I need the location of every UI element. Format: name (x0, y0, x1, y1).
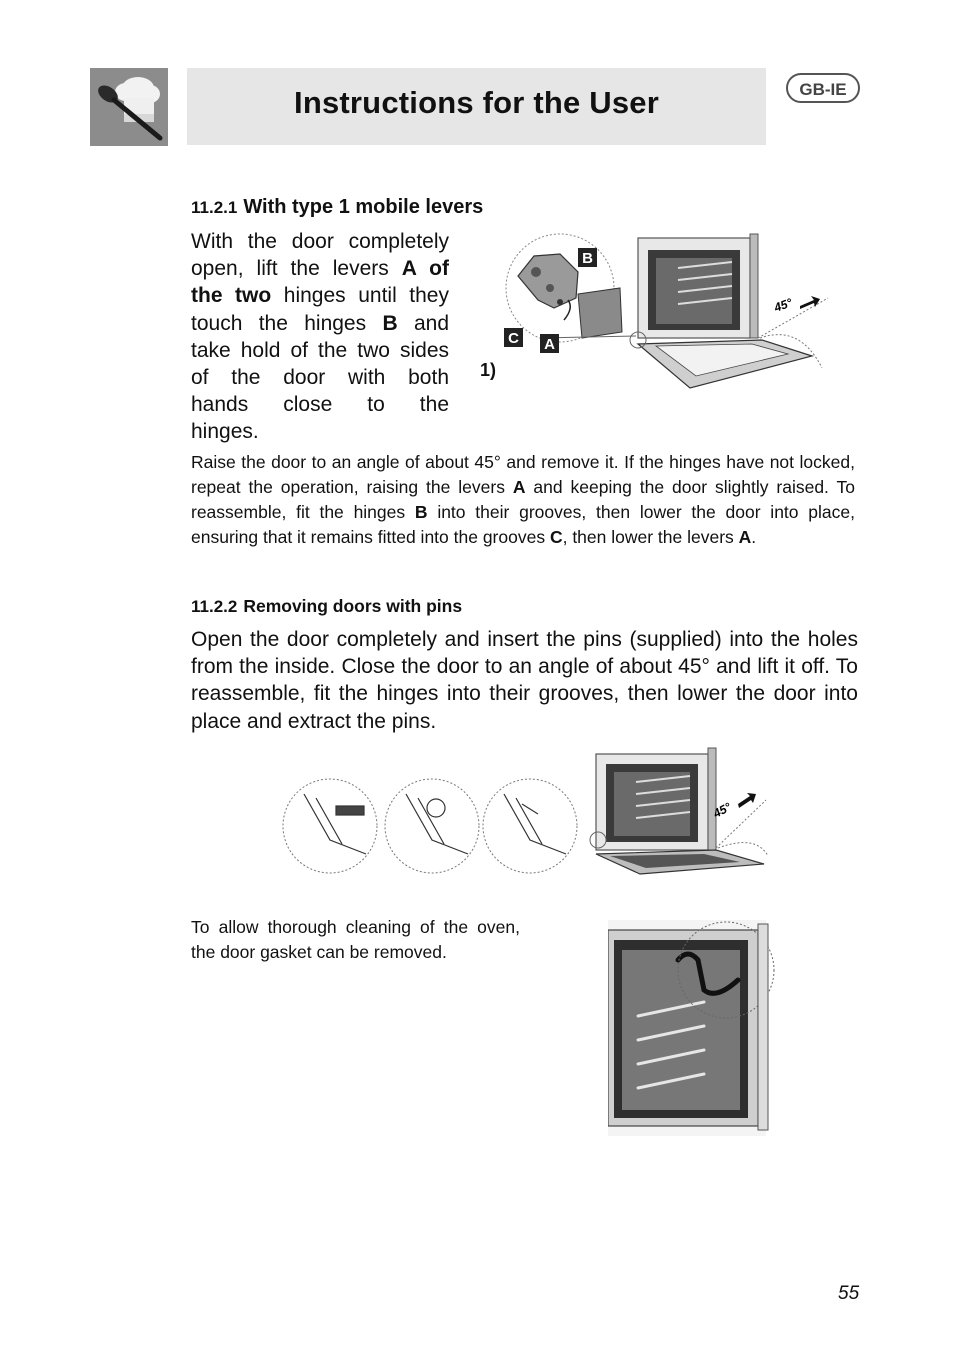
section-number: 11.2.1 (191, 198, 238, 217)
header-bar (187, 68, 766, 145)
bold-ref: B (382, 311, 398, 335)
text: and keeping the door slightly raised. To reassemble, fit the hinges (191, 477, 855, 522)
bold-ref: A (512, 477, 526, 497)
section-heading-1 (191, 196, 483, 219)
svg-text:A: A (544, 336, 555, 353)
bold-ref: A of (401, 257, 449, 281)
section-title: Removing doors with pins (243, 596, 463, 616)
section-1-instructions (191, 450, 855, 550)
section-heading-2 (191, 596, 462, 617)
bold-ref: A (738, 527, 752, 547)
paragraph-line (191, 391, 449, 418)
text: , then lower the levers (562, 527, 739, 547)
text: . (751, 527, 757, 547)
paragraph-line (191, 282, 449, 309)
text: of the door with both (191, 365, 449, 389)
paragraph-line (191, 310, 449, 337)
paragraph-line (191, 364, 449, 391)
callout-b (578, 248, 597, 267)
figure-label: 1) (480, 360, 497, 380)
gasket-note: To allow thorough cleaning of the oven, the door gasket can be removed. (191, 917, 520, 962)
section-title: With type 1 mobile levers (243, 196, 484, 218)
section-2-paragraph: Open the door completely and insert the pins (supplied) into the holes from the inside. Close the door to an angle of about 45° and lift it off. To reassemble, fit the hinges into their grooves, then lower the door into place and extract the pins. (191, 628, 858, 733)
text: With the door completely (191, 230, 449, 253)
paragraph-line (191, 337, 449, 364)
door-pins-figure (280, 744, 770, 876)
svg-text:C: C (508, 330, 519, 347)
svg-text:B: B (582, 250, 593, 267)
text: Raise the door to an angle of about 45° and remove it. If the hinges have not locked, repeat the operation, raising the levers (191, 452, 855, 497)
text: take hold of the two sides (191, 338, 449, 362)
angle-label: 45° (710, 799, 734, 821)
text: hinges until they (271, 284, 449, 308)
bold-ref: B (414, 502, 428, 522)
angle-label: 45° (772, 295, 795, 315)
paragraph-line (191, 418, 449, 445)
text: open, lift the levers (191, 257, 402, 281)
section-number: 11.2.2 (191, 597, 238, 616)
chef-logo (90, 68, 168, 146)
text: touch the hinges (191, 311, 383, 335)
door-gasket-figure (608, 920, 780, 1138)
door-hinge-lever-figure (500, 228, 832, 396)
language-badge: GB-IE (786, 73, 860, 103)
text: hands close to the (191, 393, 449, 417)
page-number: 55 (838, 1283, 860, 1304)
paragraph-line (191, 228, 449, 255)
callout-a (540, 334, 559, 353)
text: hinges. (191, 420, 259, 444)
page-title: Instructions for the User (294, 85, 659, 120)
text: into their grooves, then lower the door into place, ensuring that it remains fitted into the grooves (191, 502, 855, 547)
chef-spoon-icon (90, 68, 168, 146)
paragraph-line (191, 255, 449, 282)
callout-c (504, 328, 523, 347)
bold-ref: the two (191, 284, 272, 308)
text: and (397, 311, 449, 335)
section-1-paragraph (191, 228, 449, 446)
bold-ref: C (549, 527, 563, 547)
